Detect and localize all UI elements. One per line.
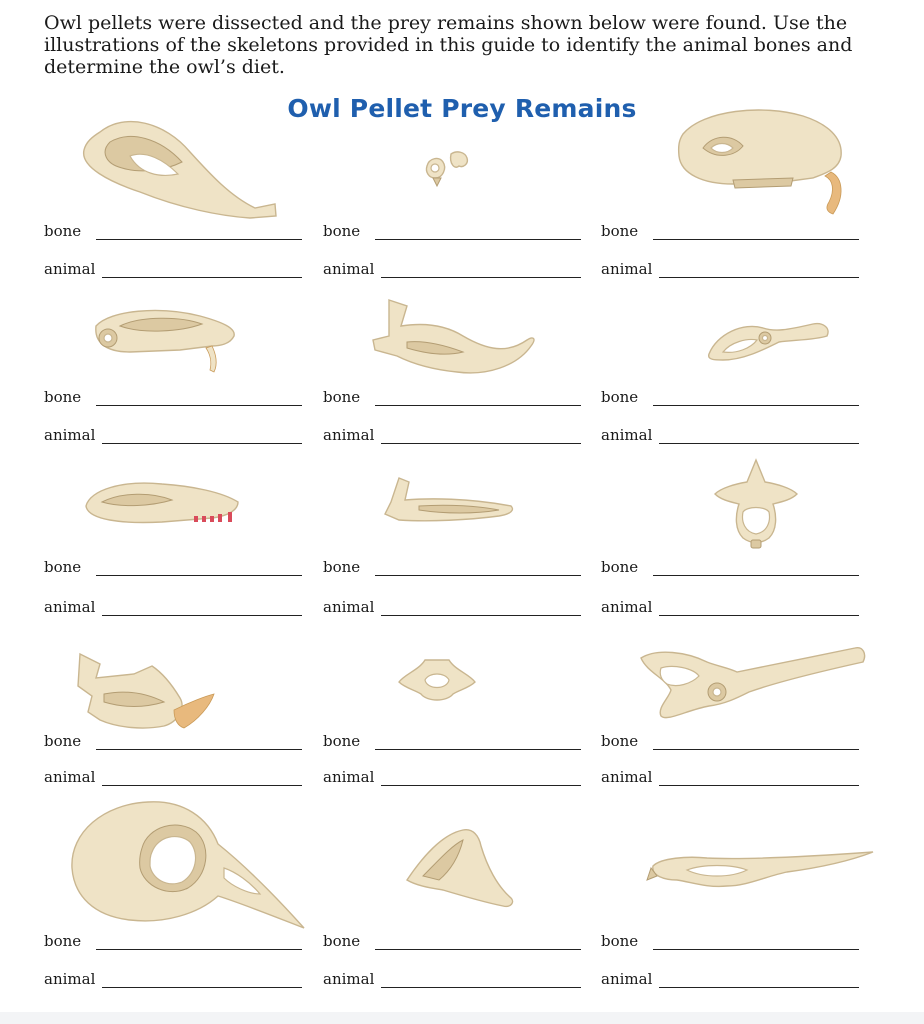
bone-label: bone [323,388,361,406]
animal-label: animal [323,768,375,786]
pelvis-femur-icon [637,642,869,726]
bone-label: bone [601,558,639,576]
bone-answer-line[interactable] [653,575,859,576]
animal-answer-field[interactable] [323,598,581,618]
bone-answer-line[interactable] [653,949,859,950]
bone-label: bone [601,222,639,240]
bone-answer-line[interactable] [375,749,581,750]
bone-label: bone [44,222,82,240]
bone-label: bone [323,732,361,750]
long-pelvis-icon [647,846,875,896]
bone-label: bone [601,932,639,950]
bone-answer-field[interactable] [323,732,581,752]
animal-answer-field[interactable] [44,426,302,446]
animal-answer-line[interactable] [381,785,581,786]
animal-label: animal [601,260,653,278]
bone-answer-field[interactable] [44,222,302,242]
animal-answer-line[interactable] [659,615,859,616]
animal-answer-line[interactable] [102,443,302,444]
animal-answer-field[interactable] [323,768,581,788]
animal-answer-field[interactable] [601,598,859,618]
shrew-lower-jaw-icon [379,476,519,526]
bone-answer-line[interactable] [96,575,302,576]
animal-answer-line[interactable] [381,987,581,988]
animal-label: animal [44,598,96,616]
bone-label: bone [323,558,361,576]
animal-answer-field[interactable] [323,970,581,990]
shrew-skull-icon [82,476,242,530]
bone-label: bone [323,222,361,240]
bone-label: bone [601,388,639,406]
animal-answer-field[interactable] [601,970,859,990]
bone-answer-line[interactable] [96,749,302,750]
animal-label: animal [323,970,375,988]
bone-answer-field[interactable] [323,558,581,578]
bone-label: bone [44,388,82,406]
bone-answer-line[interactable] [375,405,581,406]
bone-answer-line[interactable] [653,405,859,406]
animal-label: animal [601,970,653,988]
bone-answer-field[interactable] [601,932,859,952]
bone-answer-field[interactable] [323,932,581,952]
animal-answer-field[interactable] [601,768,859,788]
animal-answer-field[interactable] [601,426,859,446]
bone-answer-field[interactable] [323,222,581,242]
animal-answer-line[interactable] [102,785,302,786]
animal-label: animal [601,598,653,616]
page-bottom-edge [0,1012,924,1024]
bone-answer-field[interactable] [601,222,859,242]
scapula-icon [703,314,833,364]
shoulder-blade-icon [403,826,523,910]
bone-answer-field[interactable] [323,388,581,408]
bone-label: bone [323,932,361,950]
animal-label: animal [601,768,653,786]
animal-answer-line[interactable] [659,443,859,444]
animal-answer-field[interactable] [44,970,302,990]
animal-label: animal [601,426,653,444]
bone-answer-line[interactable] [375,949,581,950]
animal-answer-line[interactable] [659,987,859,988]
animal-answer-line[interactable] [381,443,581,444]
animal-label: animal [323,426,375,444]
bone-answer-field[interactable] [601,388,859,408]
bone-answer-field[interactable] [44,732,302,752]
worksheet-title: Owl Pellet Prey Remains [287,94,637,123]
animal-label: animal [323,598,375,616]
animal-answer-line[interactable] [659,785,859,786]
bone-label: bone [44,932,82,950]
rodent-lower-jaw-icon [367,296,537,386]
bone-label: bone [601,732,639,750]
bone-label: bone [44,558,82,576]
animal-answer-field[interactable] [323,260,581,280]
animal-answer-field[interactable] [44,260,302,280]
animal-label: animal [323,260,375,278]
bone-label: bone [44,732,82,750]
bone-answer-line[interactable] [96,239,302,240]
bone-answer-field[interactable] [44,388,302,408]
bone-answer-line[interactable] [96,405,302,406]
bone-answer-field[interactable] [601,732,859,752]
animal-answer-field[interactable] [44,768,302,788]
instructions-text: Owl pellets were dissected and the prey remains shown below were found. Use the illustrations of the skeletons provided in this guide to identify the animal bones and determine the owl’s diet. [44,12,853,78]
animal-answer-line[interactable] [102,987,302,988]
animal-label: animal [44,260,96,278]
bone-answer-field[interactable] [44,932,302,952]
animal-answer-line[interactable] [102,277,302,278]
animal-label: animal [44,426,96,444]
rodent-skull-large-icon [673,104,863,224]
bird-pelvis-icon [70,112,290,220]
lower-jaw-incisor-icon [74,650,224,736]
bone-answer-line[interactable] [375,239,581,240]
bone-answer-line[interactable] [653,239,859,240]
animal-answer-field[interactable] [323,426,581,446]
atlas-vertebra-icon [395,654,479,704]
small-vertebra-icon [419,148,479,188]
animal-answer-line[interactable] [102,615,302,616]
vertebra-icon [711,458,801,552]
animal-answer-field[interactable] [44,598,302,618]
animal-answer-line[interactable] [381,277,581,278]
bone-answer-line[interactable] [375,575,581,576]
animal-answer-line[interactable] [381,615,581,616]
animal-answer-line[interactable] [659,277,859,278]
animal-label: animal [44,768,96,786]
animal-answer-field[interactable] [601,260,859,280]
rodent-skull-small-icon [90,302,240,374]
bone-answer-field[interactable] [44,558,302,578]
bone-answer-line[interactable] [96,949,302,950]
bone-answer-field[interactable] [601,558,859,578]
bone-answer-line[interactable] [653,749,859,750]
animal-label: animal [44,970,96,988]
bird-skull-icon [68,798,308,934]
